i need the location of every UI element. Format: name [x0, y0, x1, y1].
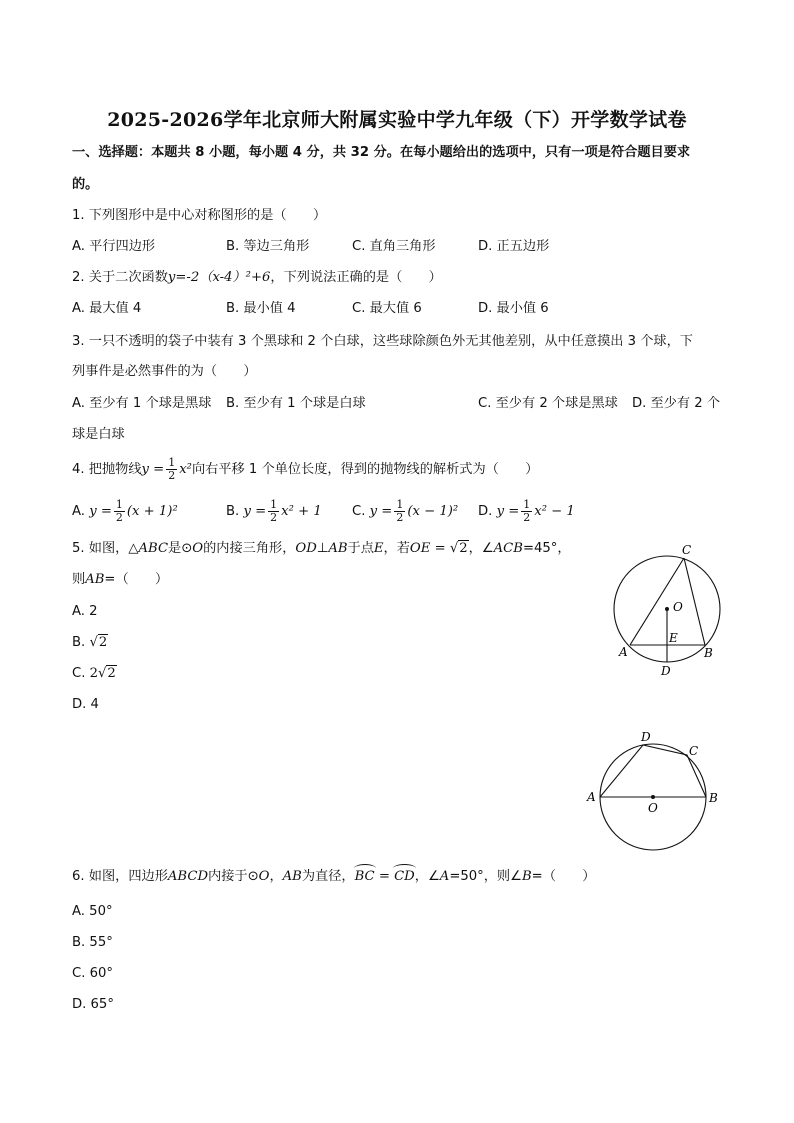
q1-option-d: D. 正五边形 [478, 239, 550, 254]
q2-option-c: C. 最大值 6 [352, 301, 422, 316]
q3-option-b: B. 至少有 1 个球是白球 [226, 396, 366, 411]
q6-label-b: B [709, 791, 718, 805]
q2-stem-post: ，下列说法正确的是（ ） [270, 270, 442, 285]
q6-label-d: D [641, 730, 651, 744]
q5-stem-line1: 5. 如图，△ABC是⊙O的内接三角形，OD⊥AB于点E，若OE = √2，∠ACB=45°， [72, 541, 571, 556]
q2-function: y=-2（x-4）²+6 [167, 270, 271, 285]
q4-stem-tail: x² [179, 462, 192, 477]
q4-stem [72, 455, 538, 485]
q3-stem-line2: 列事件是必然事件的为（ ） [72, 364, 257, 379]
q1-option-a: A. 平行四边形 [72, 239, 156, 254]
q5-side-bc [684, 558, 705, 645]
q5-stem-line2: 则AB=（ ） [72, 572, 169, 587]
q4-stem-fraction: $\frac{1}{2}$ [168, 455, 176, 482]
q6-option-d: D. 65° [72, 997, 114, 1012]
q5-label-a: A [619, 645, 628, 659]
q2-option-b: B. 最小值 4 [226, 301, 296, 316]
q4-option-c: C. y = $\frac{1}{2}$ (x − 1)² [352, 497, 459, 524]
q6-center-dot [651, 795, 655, 799]
q3-option-a: A. 至少有 1 个球是黑球 [72, 396, 212, 411]
q1-option-c: C. 直角三角形 [352, 239, 436, 254]
q6-label-o: O [648, 801, 658, 815]
q5-label-d: D [661, 664, 671, 678]
q2-option-a: A. 最大值 4 [72, 301, 142, 316]
q1-option-b: B. 等边三角形 [226, 239, 310, 254]
q5-option-c: C. 2√2 [72, 666, 116, 681]
q6-label-c: C [689, 744, 699, 758]
q4-stem-y: y = [141, 462, 165, 477]
q6-arc-cd: CD [394, 864, 415, 886]
q6-option-b: B. 55° [72, 935, 113, 950]
q4-option-d: D. y = $\frac{1}{2}$ x² − 1 [478, 497, 575, 524]
q2-option-d: D. 最小值 6 [478, 301, 549, 316]
q6-label-a: A [587, 790, 596, 804]
q3-option-d-part1: D. 至少有 2 个 [632, 396, 721, 411]
q4-stem-pre: 4. 把抛物线 [72, 462, 142, 477]
q4-stem-post: 向右平移 1 个单位长度，得到的抛物线的解析式为（ ） [191, 462, 539, 477]
q4-option-a: A. y = $\frac{1}{2}$ (x + 1)² [72, 497, 178, 524]
q5-label-b: B [704, 646, 713, 660]
section-heading-line1: 一、选择题：本题共 8 小题，每小题 4 分，共 32 分。在每小题给出的选项中，只有一项是符合题目要求 [72, 145, 691, 160]
q5-label-o: O [673, 600, 683, 614]
q2-stem [72, 269, 442, 287]
q5-option-b: B. √2 [72, 635, 108, 650]
q6-arc-bc: BC [355, 864, 375, 886]
q3-option-c: C. 至少有 2 个球是黑球 [478, 396, 618, 411]
q5-label-c: C [682, 543, 692, 557]
q4-option-b: B. y = $\frac{1}{2}$ x² + 1 [226, 497, 322, 524]
q5-option-d: D. 4 [72, 697, 99, 712]
q2-stem-pre: 2. 关于二次函数 [72, 270, 168, 285]
q3-option-d-part2: 球是白球 [72, 427, 125, 442]
q5-option-a: A. 2 [72, 604, 98, 619]
q6-figure [580, 725, 730, 855]
q6-option-a: A. 50° [72, 904, 113, 919]
page-title: 2025-2026学年北京师大附属实验中学九年级（下）开学数学试卷 [107, 109, 687, 131]
q5-label-e: E [669, 631, 678, 645]
q1-stem: 1. 下列图形中是中心对称图形的是（ ） [72, 208, 327, 223]
q5-figure [600, 535, 740, 685]
q5-sqrt2: √2 [449, 541, 468, 556]
q3-stem-line1: 3. 一只不透明的袋子中装有 3 个黑球和 2 个白球，这些球除颜色外无其他差别，从中任意摸出 3 个球，下 [72, 334, 693, 349]
q5-center-dot [665, 607, 669, 611]
section-heading-line2: 的。 [72, 177, 99, 192]
q6-stem: 6. 如图，四边形ABCD内接于⊙O，AB为直径，BC = CD，∠A=50°，则∠B=（ ） [72, 864, 595, 886]
q6-option-c: C. 60° [72, 966, 113, 981]
